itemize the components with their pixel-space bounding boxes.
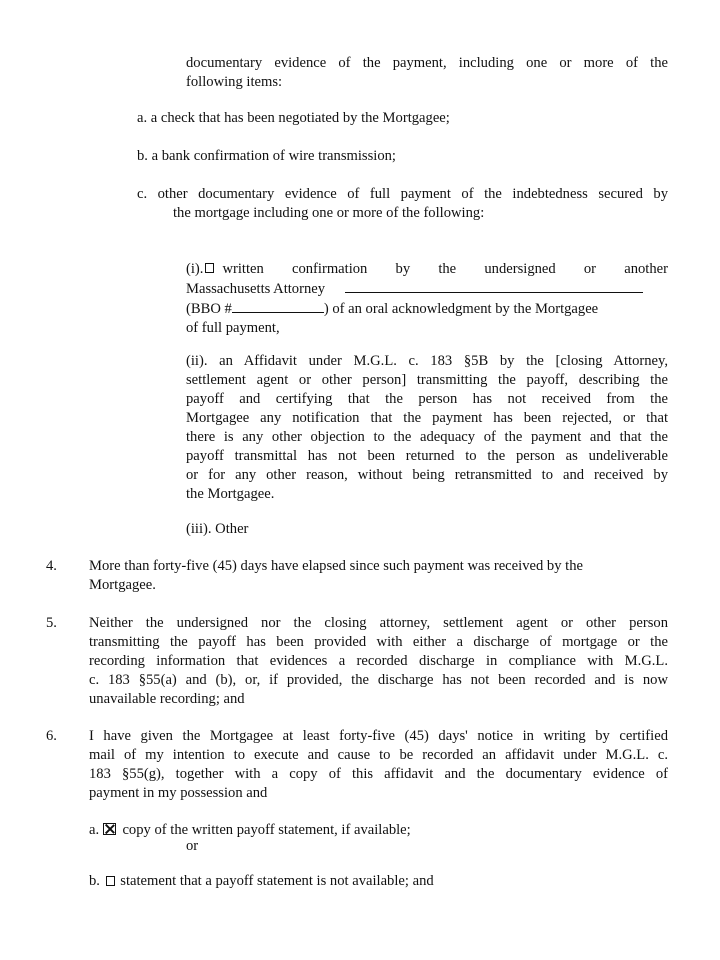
- item-c: [137, 185, 668, 223]
- attorney-name-blank[interactable]: [345, 279, 643, 293]
- option-b-text: statement that a payoff statement is not available; and: [120, 873, 434, 889]
- sub-i-prefix: (i).: [186, 261, 204, 277]
- sub-ii-line: (ii). an Affidavit under M.G.L. c. 183 §5B by the [closing Attorney,: [186, 353, 668, 369]
- para-5-line: recording information that evidences a recorded discharge in compliance with M.G.L.: [89, 653, 668, 669]
- para-5-number: 5.: [46, 615, 57, 631]
- para-4-line: More than forty-five (45) days have elapsed since such payment was received by the: [89, 558, 583, 574]
- item-c-line-1: c. other documentary evidence of full payment of the indebtedness secured by: [137, 186, 668, 202]
- sub-i-line-3-rest: ) of an oral acknowledgment by the Mortgagee: [323, 301, 599, 317]
- intro-line-1: documentary evidence of the payment, including one or more of the: [186, 55, 668, 71]
- sub-ii-line: settlement agent or other person] transmitting the payoff, describing the: [186, 372, 668, 388]
- option-a: [89, 821, 411, 840]
- checkbox-checked-icon[interactable]: [103, 823, 116, 835]
- sub-i-line-4: of full payment,: [186, 320, 280, 336]
- para-6-line: I have given the Mortgagee at least forty-five (45) days' notice in writing by certified: [89, 728, 668, 744]
- sub-ii-line: Mortgagee any notification that the payment has been rejected, or that: [186, 410, 668, 426]
- sub-item-ii: [186, 352, 668, 504]
- bbo-label: (BBO #: [186, 301, 232, 317]
- para-5: [89, 614, 668, 709]
- para-6-line: 183 §55(g), together with a copy of this affidavit and the documentary evidence of: [89, 766, 668, 782]
- or-text: or: [186, 838, 199, 854]
- item-a: a. a check that has been negotiated by the Mortgagee;: [137, 110, 450, 126]
- sub-ii-line: the Mortgagee.: [186, 486, 275, 502]
- option-a-label: a.: [89, 822, 100, 838]
- intro-line-2: following items:: [186, 74, 283, 90]
- option-b-label: b.: [89, 873, 100, 889]
- para-6-line: mail of my intention to execute and cause to be recorded an affidavit under M.G.L. c.: [89, 747, 668, 763]
- para-5-line: transmitting the payoff has been provided with either a discharge of mortgage or the: [89, 634, 668, 650]
- item-b: b. a bank confirmation of wire transmission;: [137, 148, 396, 164]
- sub-ii-line: there is any other objection to the adequacy of the payment and that the: [186, 429, 668, 445]
- sub-ii-line: or for any other reason, without being retransmitted to and received by: [186, 467, 668, 483]
- sub-i-line-1: [186, 260, 668, 279]
- sub-i-text: written confirmation by the undersigned or another: [222, 261, 668, 277]
- para-6-number: 6.: [46, 728, 57, 744]
- sub-i-line-3: [186, 299, 668, 319]
- option-b: [89, 872, 434, 891]
- sub-item-iii: (iii). Other: [186, 521, 249, 537]
- item-c-line-2: the mortgage including one or more of the following:: [173, 205, 485, 221]
- checkbox-empty-icon[interactable]: [106, 876, 115, 886]
- sub-ii-line: payoff and certifying that the person has not received from the: [186, 391, 668, 407]
- para-6: [89, 727, 668, 803]
- para-5-line: Neither the undersigned nor the closing attorney, settlement agent or other person: [89, 615, 668, 631]
- para-5-line: unavailable recording; and: [89, 691, 245, 707]
- sub-item-i: [186, 260, 668, 338]
- para-6-line: payment in my possession and: [89, 785, 268, 801]
- checkbox-empty-icon[interactable]: [205, 263, 214, 273]
- para-4-number: 4.: [46, 558, 57, 574]
- sub-i-attorney-label: Massachusetts Attorney: [186, 281, 326, 297]
- intro-paragraph: [186, 54, 668, 92]
- bbo-number-blank[interactable]: [232, 299, 324, 313]
- para-4-line: Mortgagee.: [89, 577, 156, 593]
- sub-i-line-2: [186, 279, 668, 299]
- para-4: [89, 557, 668, 595]
- sub-ii-line: payoff transmittal has not been returned to the person as undeliverable: [186, 448, 668, 464]
- para-5-line: c. 183 §55(a) and (b), or, if provided, the discharge has not been recorded and is now: [89, 672, 668, 688]
- option-a-text: copy of the written payoff statement, if available;: [122, 822, 411, 838]
